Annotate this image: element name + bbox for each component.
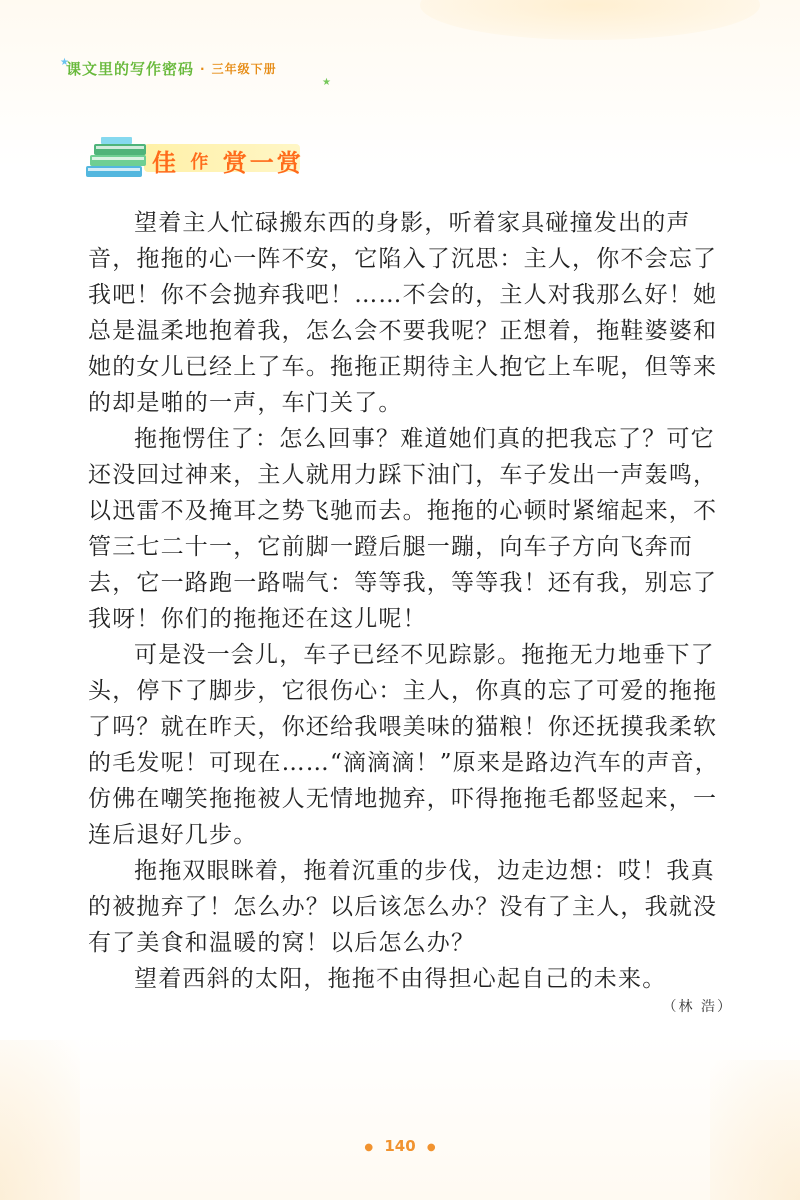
section-title-part-2: 作 [190, 152, 212, 173]
star-icon: ★ [322, 77, 331, 88]
paragraph-5: 望着西斜的太阳，拖拖不由得担心起自己的未来。 [134, 966, 667, 992]
section-title-part-3: 赏一赏 [222, 149, 304, 177]
right-corner-decoration [710, 1060, 800, 1200]
dot-icon: ● [364, 1142, 374, 1153]
paragraph-4: 拖拖双眼眯着，拖着沉重的步伐，边走边想：哎！我真的被抛弃了！怎么办？以后该怎么办？没有了主人，我就没有了美食和温暖的窝！以后怎么办？ [88, 858, 718, 956]
section-title-part-1: 佳 [152, 149, 179, 177]
book-stack-icon [82, 132, 158, 188]
running-header [66, 58, 277, 79]
paragraph-1: 望着主人忙碌搬东西的身影，听着家具碰撞发出的声音，拖拖的心一阵不安，它陷入了沉思：主人，你不会忘了我吧！你不会抛弃我吧！……不会的，主人对我那么好！她总是温柔地抱着我，怎么会不要我呢？正想着，拖鞋婆婆和她的女儿已经上了车。拖拖正期待主人抱它上车呢，但等来的却是啪的一声，车门关了。 [88, 210, 718, 416]
grade-label: 三年级下册 [211, 62, 277, 76]
book-title: 课文里的写作密码 [66, 60, 195, 78]
page-number-value: 140 [384, 1137, 416, 1155]
section-title [152, 143, 304, 178]
header-separator: · [200, 61, 206, 76]
author-credit: （林 浩） [662, 999, 733, 1015]
section-banner [80, 132, 305, 188]
paragraph-3: 可是没一会儿，车子已经不见踪影。拖拖无力地垂下了头，停下了脚步，它很伤心：主人，你真的忘了可爱的拖拖了吗？就在昨天，你还给我喂美味的猫粮！你还抚摸我柔软的毛发呢！可现在……“滴滴滴！”原来是路边汽车的声音，仿佛在嘲笑拖拖被人无情地抛弃，吓得拖拖毛都竖起来，一连后退好几步。 [88, 642, 719, 848]
paragraph-2: 拖拖愣住了：怎么回事？难道她们真的把我忘了？可它还没回过神来，主人就用力踩下油门，车子发出一声轰鸣，以迅雷不及掩耳之势飞驰而去。拖拖的心顿时紧缩起来，不管三七二十一，它前脚一蹬后腿一蹦，向车子方向飞奔而去，它一路跑一路喘气：等等我，等等我！还有我，别忘了我呀！你们的拖拖还在这儿呢！ [88, 426, 718, 632]
page-number [0, 1137, 800, 1155]
dot-icon: ● [426, 1142, 436, 1153]
star-icon: ★ [60, 57, 69, 68]
left-corner-decoration [0, 1040, 80, 1200]
article-body [88, 205, 732, 997]
